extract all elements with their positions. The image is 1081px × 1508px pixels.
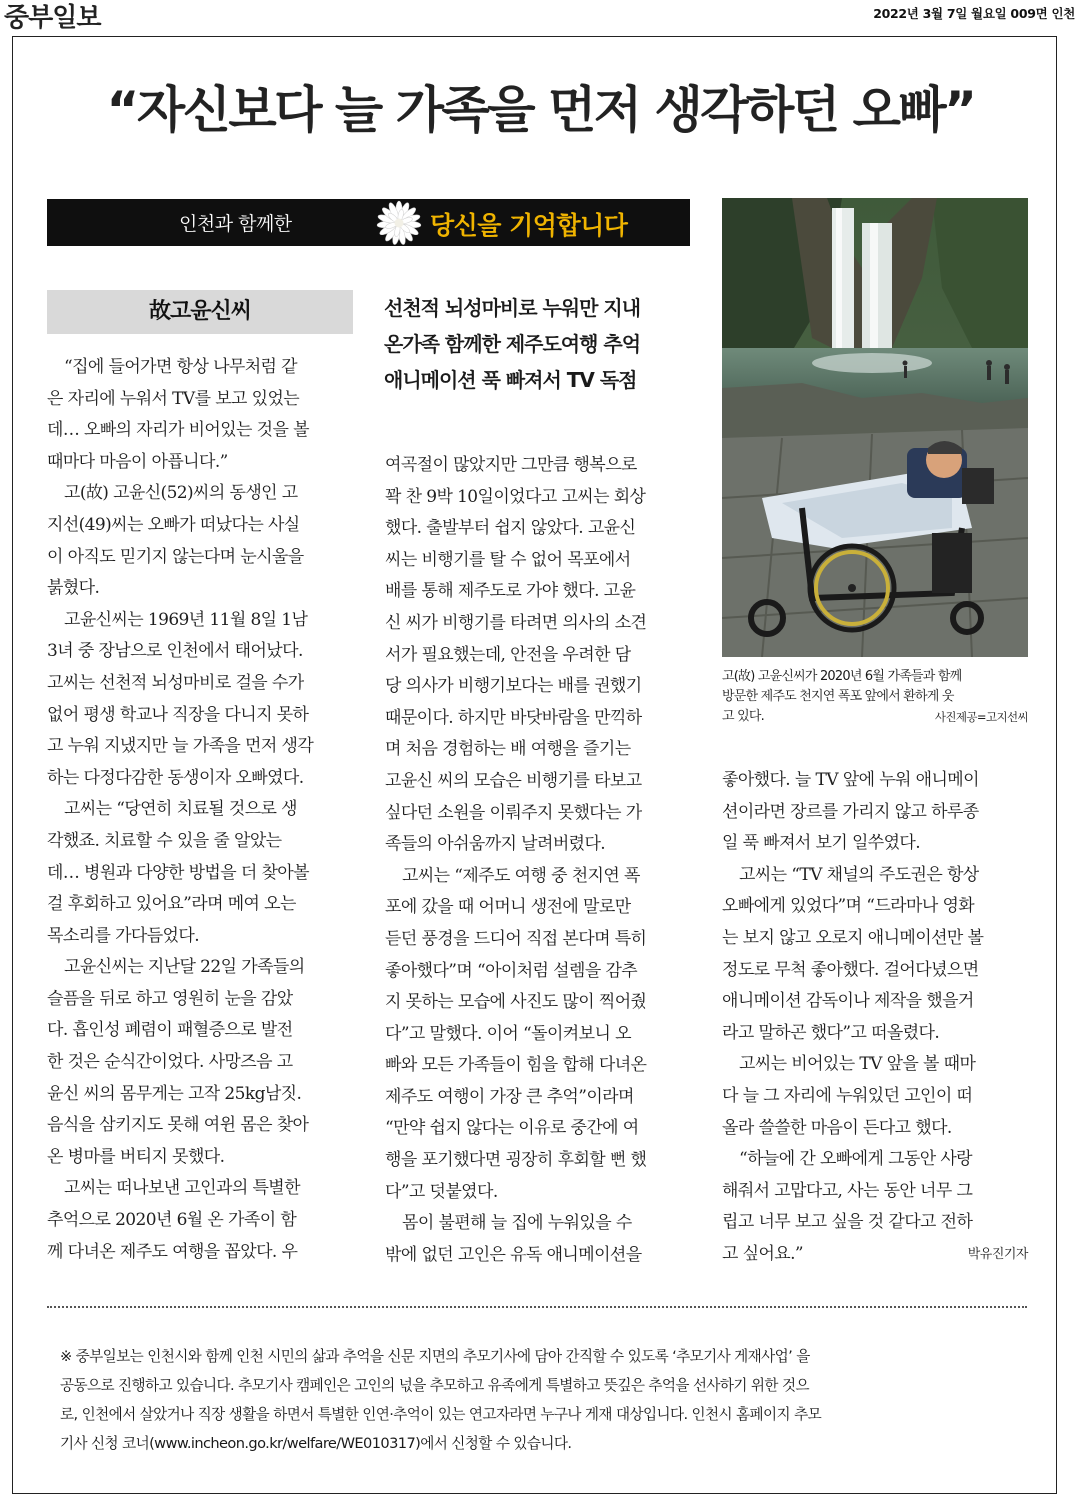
banner-prefix: 인천과 함께한 xyxy=(179,213,292,235)
photo-waterfall-wheelchair xyxy=(722,198,1028,657)
text-line: 다. 흡인성 폐렴이 패혈증으로 발전 xyxy=(47,1020,293,1041)
caption-text: 고 있다. xyxy=(722,709,764,724)
text-line: 여곡절이 많았지만 그만큼 행복으로 xyxy=(385,455,637,475)
text-line: 일 푹 빠져서 보기 일쑤였다. xyxy=(722,833,921,854)
text-line: 좋아했다. 늘 TV 앞에 누워 애니메이 xyxy=(722,770,979,790)
text-line: 3녀 중 장남으로 인천에서 태어났다. xyxy=(47,641,303,662)
text-line-with-byline xyxy=(722,1239,1034,1271)
text-line: 때문이다. 하지만 바닷바람을 만끽하 xyxy=(385,707,642,728)
text-line: 정도로 무척 좋아했다. 걸어다녔으면 xyxy=(722,959,979,980)
text-line: 고씨는 “당연히 치료될 것으로 생 xyxy=(64,799,297,820)
masthead xyxy=(0,0,1081,33)
article-column-3 xyxy=(722,765,1034,1271)
text-line: 께 다녀온 제주도 여행을 꼽았다. 우 xyxy=(47,1241,298,1262)
text-line: 했다. 출발부터 쉽지 않았다. 고윤신 xyxy=(385,518,636,539)
subhead-line: 선천적 뇌성마비로 누워만 지내 xyxy=(384,296,641,320)
dateline: 2022년 3월 7일 월요일 009면 인천 xyxy=(873,6,1075,21)
text-line: “하늘에 간 오빠에게 그동안 사랑 xyxy=(739,1149,972,1170)
text-line: 없어 평생 학교나 직장을 다니지 못하 xyxy=(47,704,309,725)
text-line: 고씨는 떠나보낸 고인과의 특별한 xyxy=(64,1178,300,1199)
text-line: 듣던 풍경을 드디어 직접 본다며 특히 xyxy=(385,928,647,949)
newspaper-logo: 중부일보 xyxy=(4,3,101,33)
dotted-divider xyxy=(47,1306,1027,1308)
chrysanthemum-icon xyxy=(374,199,424,246)
text-line: 서가 필요했는데, 안전을 우려한 담 xyxy=(385,644,631,665)
text-line: “집에 들어가면 항상 나무처럼 같 xyxy=(64,357,297,377)
reporter-byline: 박유진기자 xyxy=(967,1246,1028,1262)
footnote-line: ※ 중부일보는 인천시와 함께 인천 시민의 삶과 추억을 신문 지면의 추모기사에 담아 간직할 수 있도록 ‘추모기사 게재사업’ 을 xyxy=(60,1348,810,1365)
text-line: 좋아했다”며 “아이처럼 설렘을 감추 xyxy=(385,960,638,981)
text-line: 밖에 없던 고인은 유독 애니메이션을 xyxy=(385,1244,642,1265)
text-line: 당 의사가 비행기보다는 배를 권했기 xyxy=(385,676,642,697)
text-line: 음식을 삼키지도 못해 여윈 몸은 찾아 xyxy=(47,1115,309,1136)
text-line: 립고 너무 보고 싶을 것 같다고 전하 xyxy=(722,1212,973,1233)
subhead-line: 애니메이션 푹 빠져서 TV 독점 xyxy=(384,368,637,392)
text-line: “만약 쉽지 않다는 이유로 중간에 여 xyxy=(385,1118,639,1139)
text-line: 추억으로 2020년 6월 온 가족이 함 xyxy=(47,1210,297,1231)
text-line: 데… 오빠의 자리가 비어있는 것을 볼 xyxy=(47,420,309,441)
text-line: 씨는 비행기를 탈 수 없어 목포에서 xyxy=(385,549,631,570)
text-line: 다”고 말했다. 이어 “돌이켜보니 오 xyxy=(385,1023,631,1044)
caption-line: 방문한 제주도 천지연 폭포 앞에서 환하게 웃 xyxy=(722,689,954,704)
deceased-name-box: 故고윤신씨 xyxy=(47,290,353,334)
article-column-2 xyxy=(385,450,695,1271)
text-line: 행을 포기했다면 굉장히 후회할 뻔 했 xyxy=(385,1150,647,1171)
caption-line: 고(故) 고윤신씨가 2020년 6월 가족들과 함께 xyxy=(722,669,962,684)
text-line: 온 병마를 버티지 못했다. xyxy=(47,1146,225,1167)
text-line: 해줘서 고맙다고, 사는 동안 너무 그 xyxy=(722,1180,973,1201)
text-line: 션이라면 장르를 가리지 않고 하루종 xyxy=(722,801,979,822)
text-line: 고 싶어요.” xyxy=(722,1243,803,1264)
text-line: 제주도 여행이 가장 큰 추억”이라며 xyxy=(385,1086,634,1107)
text-line: 슬픔을 뒤로 하고 영원히 눈을 감았 xyxy=(47,988,293,1009)
text-line: 신 씨가 비행기를 타려면 의사의 소견 xyxy=(385,612,647,633)
text-line: 싶다던 소원을 이뤄주지 못했다는 가 xyxy=(385,802,642,823)
text-line: 는 보지 않고 오로지 애니메이션만 볼 xyxy=(722,927,984,948)
photo-illustration xyxy=(722,198,1028,657)
text-line: 배를 통해 제주도로 가야 했다. 고윤 xyxy=(385,581,636,602)
text-line: 고윤신씨는 지난달 22일 가족들의 xyxy=(64,957,305,978)
text-line: 올라 쓸쓸한 마음이 든다고 했다. xyxy=(722,1117,952,1138)
photo-caption xyxy=(722,667,1034,727)
text-line: 고씨는 “TV 채널의 주도권은 항상 xyxy=(739,864,979,885)
text-line: 고씨는 선천적 뇌성마비로 걸을 수가 xyxy=(47,672,304,693)
caption-line-last xyxy=(722,707,1034,727)
headline: “자신보다 늘 가족을 먼저 생각하던 오빠” xyxy=(106,81,975,139)
text-line: 걸 후회하고 있어요”라며 메여 오는 xyxy=(47,894,296,915)
campaign-footnote xyxy=(60,1342,1040,1458)
text-line: 붉혔다. xyxy=(47,578,100,599)
text-line: 고윤신 씨의 모습은 비행기를 타보고 xyxy=(385,770,642,791)
text-line: 데… 병원과 다양한 방법을 더 찾아볼 xyxy=(47,862,309,883)
text-line: 라고 말하곤 했다”고 떠올렸다. xyxy=(722,1022,940,1043)
text-line: 한 것은 순식간이었다. 사망즈음 고 xyxy=(47,1052,293,1073)
text-line: 고윤신씨는 1969년 11월 8일 1남 xyxy=(64,609,308,630)
memorial-banner xyxy=(47,199,690,246)
text-line: 다 늘 그 자리에 누워있던 고인이 떠 xyxy=(722,1085,973,1106)
text-line: 고(故) 고윤신(52)씨의 동생인 고 xyxy=(64,483,298,504)
text-line: 하는 다정다감한 동생이자 오빠였다. xyxy=(47,767,304,788)
text-line: 포에 갔을 때 어머니 생전에 말로만 xyxy=(385,897,631,918)
text-line: 때마다 마음이 아픕니다.” xyxy=(47,451,228,472)
text-line: 이 아직도 믿기지 않는다며 눈시울을 xyxy=(47,546,304,567)
text-line: 빠와 모든 가족들이 힘을 합해 다녀온 xyxy=(385,1055,647,1076)
text-line: 각했죠. 치료할 수 있을 줄 알았는 xyxy=(47,830,282,851)
text-line: 몸이 불편해 늘 집에 누워있을 수 xyxy=(402,1213,632,1234)
text-line: 며 처음 경험하는 배 여행을 즐기는 xyxy=(385,739,631,760)
text-line: 오빠에게 있었다”며 “드라마나 영화 xyxy=(722,896,975,917)
subheadline xyxy=(384,290,704,398)
text-line: 애니메이션 감독이나 제작을 했을거 xyxy=(722,991,974,1012)
text-line: 족들의 아쉬움까지 날려버렸다. xyxy=(385,834,606,855)
text-line: 다”고 덧붙였다. xyxy=(385,1181,498,1202)
footnote-line: 로, 인천에서 살았거나 직장 생활을 하면서 특별한 인연·추억이 있는 연고자라면 누구나 게재 대상입니다. 인천시 홈페이지 추모 xyxy=(60,1406,822,1423)
text-line: 윤신 씨의 몸무게는 고작 25kg남짓. xyxy=(47,1083,302,1104)
text-line: 지 못하는 모습에 사진도 많이 찍어줬 xyxy=(385,992,647,1013)
footnote-line: 기사 신청 코너(www.incheon.go.kr/welfare/WE010317)에서 신청할 수 있습니다. xyxy=(60,1435,572,1452)
text-line: 고씨는 비어있는 TV 앞을 볼 때마 xyxy=(739,1054,976,1075)
article-column-1 xyxy=(47,352,357,1268)
banner-title: 당신을 기억합니다 xyxy=(430,211,628,240)
photo-credit: 사진제공=고지선씨 xyxy=(934,710,1028,724)
text-line: 고씨는 “제주도 여행 중 천지연 폭 xyxy=(402,865,640,886)
text-line: 꽉 찬 9박 10일이었다고 고씨는 회상 xyxy=(385,486,646,507)
subhead-line: 온가족 함께한 제주도여행 추억 xyxy=(384,332,641,356)
text-line: 지선(49)씨는 오빠가 떠났다는 사실 xyxy=(47,514,300,535)
footnote-line: 공동으로 진행하고 있습니다. 추모기사 캠페인은 고인의 넋을 추모하고 유족에게 특별하고 뜻깊은 추억을 선사하기 위한 것으 xyxy=(60,1377,809,1394)
text-line: 목소리를 가다듬었다. xyxy=(47,925,200,946)
text-line: 은 자리에 누워서 TV를 보고 있었는 xyxy=(47,388,300,409)
text-line: 고 누워 지냈지만 늘 가족을 먼저 생각 xyxy=(47,736,314,757)
